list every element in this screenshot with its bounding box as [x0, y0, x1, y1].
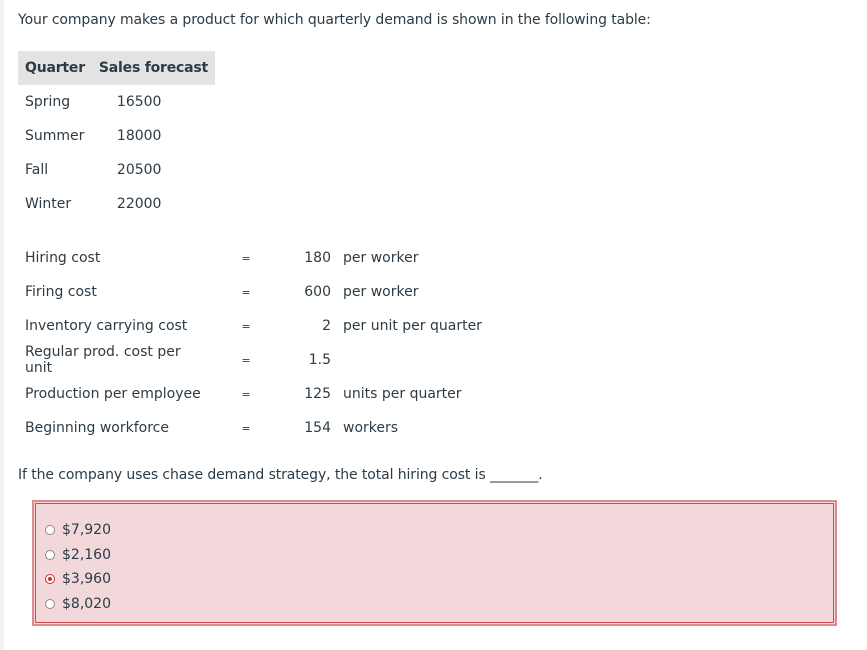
answer-option-label: $2,160: [62, 546, 111, 563]
question-intro: Your company makes a product for which quarterly demand is shown in the following table:: [18, 12, 651, 28]
parameter-unit: units per quarter: [343, 386, 462, 402]
parameter-unit: per worker: [343, 284, 419, 300]
parameter-label: Firing cost: [25, 284, 97, 300]
radio-button[interactable]: [45, 525, 55, 535]
parameter-row-hiring-cost: [18, 241, 489, 275]
answer-options-list: [45, 518, 111, 616]
answer-option-selected[interactable]: [45, 567, 111, 592]
answer-option[interactable]: [45, 543, 111, 568]
radio-button[interactable]: [45, 550, 55, 560]
parameter-value: 600: [304, 284, 331, 300]
sales-cell: 18000: [116, 128, 162, 144]
parameter-label: Regular prod. cost per unit: [25, 344, 181, 376]
sales-cell: 16500: [116, 94, 162, 110]
table-row: [18, 153, 215, 187]
sales-cell: 22000: [116, 196, 162, 212]
parameter-value: 180: [304, 250, 331, 266]
answer-choices-box: [32, 500, 837, 626]
parameters-table: [18, 241, 489, 445]
answer-option-label: $3,960: [62, 571, 111, 588]
column-header-quarter: Quarter: [18, 51, 92, 85]
parameter-row-beginning-workforce: [18, 411, 489, 445]
parameter-unit: per unit per quarter: [343, 318, 482, 334]
column-header-sales-forecast: Sales forecast: [92, 51, 215, 85]
radio-button[interactable]: [45, 599, 55, 609]
quarter-cell: Winter: [25, 196, 72, 212]
equals-sign: =: [241, 251, 251, 265]
equals-sign: =: [241, 285, 251, 299]
equals-sign: =: [241, 421, 251, 435]
parameter-row-regular-prod-cost: [18, 343, 489, 377]
answer-option-label: $7,920: [62, 522, 111, 539]
equals-sign: =: [241, 353, 251, 367]
parameter-value: 125: [304, 386, 331, 402]
parameter-value: 2: [322, 318, 331, 334]
parameter-value: 154: [304, 420, 331, 436]
forecast-header-row: [18, 51, 215, 85]
table-row: [18, 119, 215, 153]
parameter-label: Hiring cost: [25, 250, 101, 266]
sales-cell: 20500: [116, 162, 162, 178]
parameter-row-firing-cost: [18, 275, 489, 309]
parameter-label: Beginning workforce: [25, 420, 169, 436]
parameter-unit: [337, 343, 489, 377]
quarter-cell: Summer: [25, 128, 85, 144]
answer-option[interactable]: [45, 518, 111, 543]
answer-option[interactable]: [45, 592, 111, 617]
equals-sign: =: [241, 387, 251, 401]
equals-sign: =: [241, 319, 251, 333]
question-prompt: If the company uses chase demand strategy, the total hiring cost is _______.: [18, 467, 543, 483]
parameter-row-production-per-employee: [18, 377, 489, 411]
answer-option-label: $8,020: [62, 595, 111, 612]
table-row: [18, 187, 215, 221]
parameter-value: 1.5: [308, 352, 331, 368]
radio-button-selected[interactable]: [45, 574, 55, 584]
parameter-label: Production per employee: [25, 386, 201, 402]
parameter-unit: per worker: [343, 250, 419, 266]
parameter-row-inventory-carrying-cost: [18, 309, 489, 343]
forecast-table: [18, 51, 215, 221]
table-row: [18, 85, 215, 119]
parameter-unit: workers: [343, 420, 399, 436]
quarter-cell: Spring: [25, 94, 71, 110]
quarter-cell: Fall: [25, 162, 49, 178]
parameter-label: Inventory carrying cost: [25, 318, 188, 334]
left-margin-rule: [0, 0, 4, 650]
